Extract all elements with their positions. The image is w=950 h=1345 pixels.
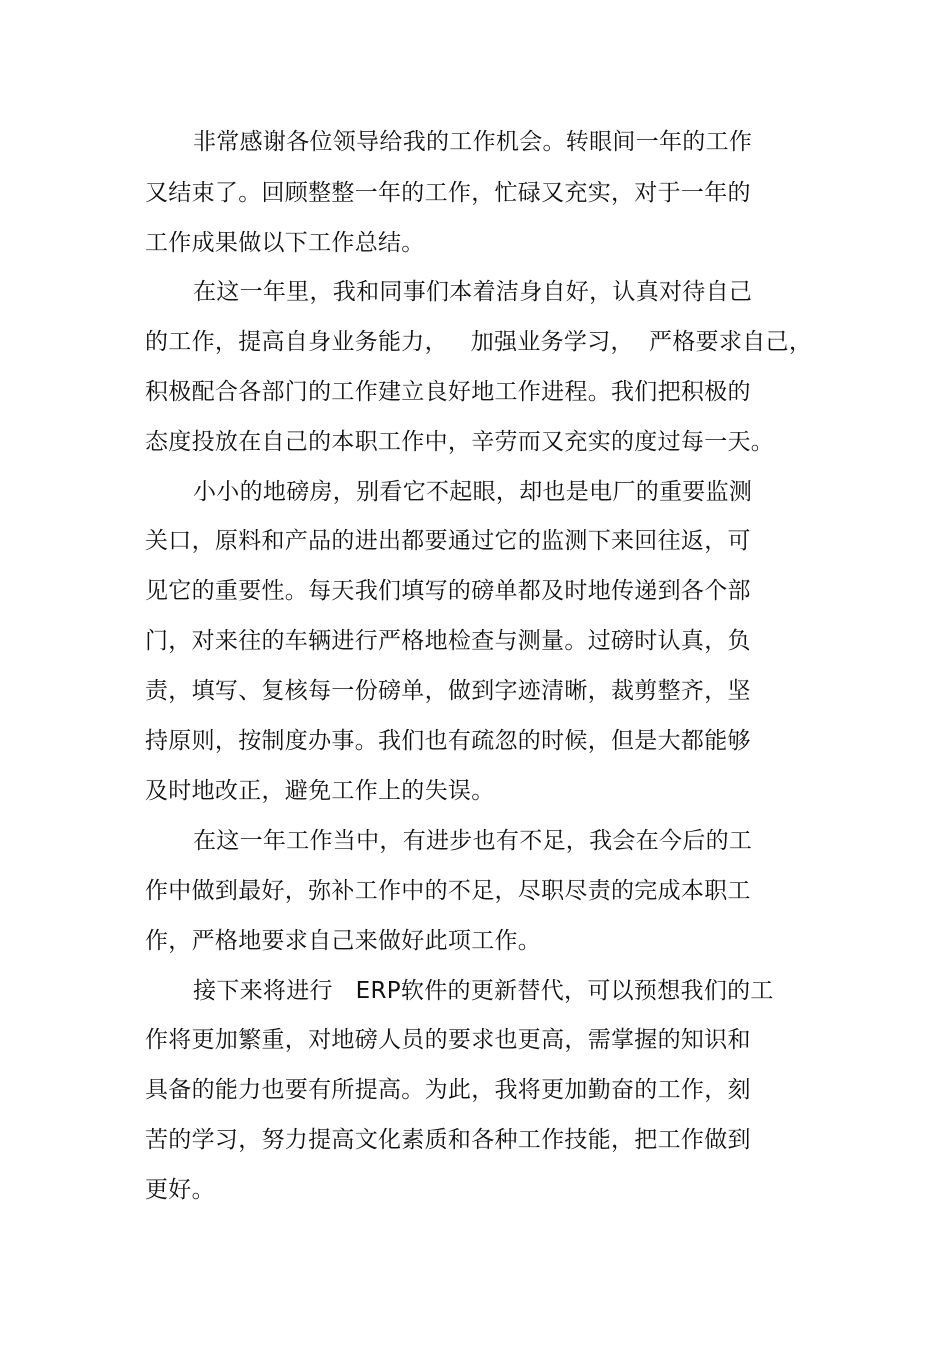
text-line: 苦的学习，努力提高文化素质和各种工作技能，把工作做到: [145, 1127, 751, 1153]
text-line: 接下来将进行 ERP软件的更新替代，可以预想我们的工: [193, 978, 774, 1004]
text-line: 作将更加繁重，对地磅人员的要求也更高，需掌握的知识和: [145, 1027, 751, 1053]
text-line: 在这一年工作当中，有进步也有不足，我会在今后的工: [193, 828, 753, 854]
text-line: 工作成果做以下工作总结。: [145, 230, 425, 256]
text-line: 在这一年里，我和同事们本着洁身自好，认真对待自己: [193, 279, 753, 305]
text-line: 非常感谢各位领导给我的工作机会。转眼间一年的工作: [193, 129, 753, 155]
text-line: 积极配合各部门的工作建立良好地工作进程。我们把积极的: [145, 379, 751, 405]
text-line: 见它的重要性。每天我们填写的磅单都及时地传递到各个部: [145, 578, 751, 604]
text-line: 小小的地磅房，别看它不起眼，却也是电厂的重要监测: [193, 479, 753, 505]
text-line: 门，对来往的车辆进行严格地检查与测量。过磅时认真，负: [145, 628, 751, 654]
text-line: 作中做到最好，弥补工作中的不足，尽职尽责的完成本职工: [145, 878, 751, 904]
text-line: 持原则，按制度办事。我们也有疏忽的时候，但是大都能够: [145, 728, 751, 754]
text-line: 责，填写、复核每一份磅单，做到字迹清晰，裁剪整齐，坚: [145, 678, 751, 704]
text-line: 作，严格地要求自己来做好此项工作。: [145, 928, 542, 954]
text-line: 关口，原料和产品的进出都要通过它的监测下来回往返，可: [145, 528, 751, 554]
text-line: 具备的能力也要有所提高。为此，我将更加勤奋的工作，刻: [145, 1077, 751, 1103]
text-line: 态度投放在自己的本职工作中，辛劳而又充实的度过每一天。: [145, 429, 775, 455]
text-line: 更好。: [145, 1177, 215, 1203]
text-line: 又结束了。回顾整整一年的工作，忙碌又充实，对于一年的: [145, 180, 751, 206]
text-line: 及时地改正，避免工作上的失误。: [145, 778, 495, 804]
text-line: 的工作，提高自身业务能力， 加强业务学习， 严格要求自己，: [145, 329, 813, 355]
